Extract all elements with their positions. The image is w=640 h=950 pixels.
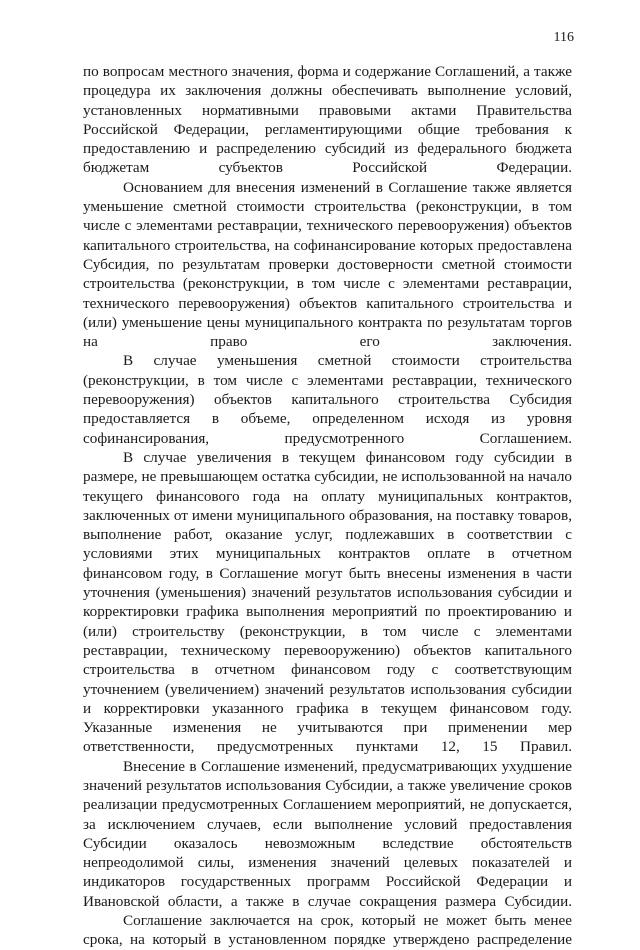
paragraph: Соглашение заключается на срок, который не может быть менее срока, на который в установленном порядке утверждено распределение	[83, 912, 572, 949]
page-number: 116	[553, 30, 574, 45]
paragraph: Основанием для внесения изменений в Соглашение также является уменьшение сметной стоимости строительства (реконструкции, в том числе с элементами реставрации, технического перевооружения) объектов капитального строительства, на софинансирование которых предоставлена Субсидия, по результатам проверки достоверности сметной стоимости строительства (реконструкции, в том числе с элементами реставрации, технического перевооружения) объектов капитального строительства и (или) уменьшение цены муниципального контракта по результатам торгов на право его заключения.	[83, 178, 572, 351]
paragraph: по вопросам местного значения, форма и содержание Соглашений, а также процедура их заключения должны обеспечивать выполнение условий, установленных нормативными правовыми актами Правительства Российской Федерации, регламентирующими общие требования к предоставлению и распределению субсидий из федерального бюджета бюджетам субъектов Российской Федерации.	[83, 63, 572, 177]
document-body	[83, 62, 572, 950]
paragraph: В случае уменьшения сметной стоимости строительства (реконструкции, в том числе с элементами реставрации, технического перевооружения) объектов капитального строительства Субсидия предоставляется в объеме, определенном исходя из уровня софинансирования, предусмотренного Соглашением.	[83, 352, 572, 447]
paragraph: В случае увеличения в текущем финансовом году субсидии в размере, не превышающем остатка субсидии, не использованной на начало текущего финансового года на оплату муниципальных контрактов, заключенных от имени муниципального образования, на поставку товаров, выполнение работ, оказание услуг, подлежавших в соответствии с условиями этих муниципальных контрактов оплате в отчетном финансовом году, в Соглашение могут быть внесены изменения в части уточнения (уменьшения) значений результатов использования субсидии и корректировки графика выполнения мероприятий по проектированию и (или) строительству (реконструкции, в том числе с элементами реставрации, техническому перевооружению) объектов капитального строительства в отчетном финансовом году с соответствующим уточнением (увеличением) значений результатов использования субсидии и корректировки указанного графика в текущем финансовом году. Указанные изменения не учитываются при применении мер ответственности, предусмотренных пунктами 12, 15 Правил.	[83, 448, 572, 756]
paragraph: Внесение в Соглашение изменений, предусматривающих ухудшение значений результатов использования Субсидии, а также увеличение сроков реализации предусмотренных Соглашением мероприятий, не допускается, за исключением случаев, если выполнение условий предоставления Субсидии оказалось невозможным вследствие обстоятельств непреодолимой силы, изменения значений целевых показателей и индикаторов государственных программ Российской Федерации и Ивановской области, а также в случае сокращения размера Субсидии.	[83, 757, 572, 910]
